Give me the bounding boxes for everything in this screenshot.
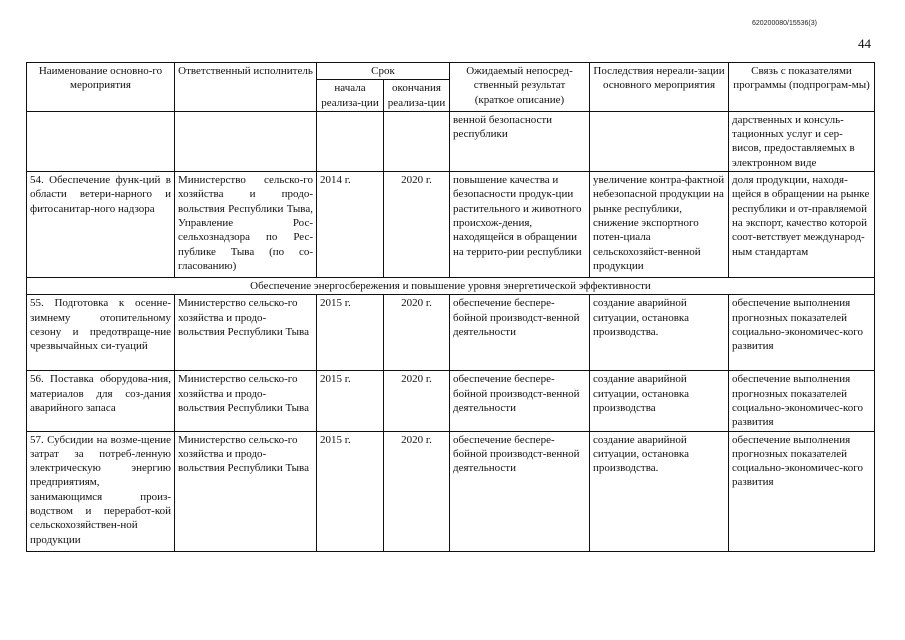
cell-start: 2015 г. [317, 295, 384, 371]
table-row-55 [27, 295, 875, 371]
cell-link: дарственных и консуль-тационных услуг и сер-висов, предоставляемых в электронном виде [729, 111, 875, 171]
section-row [27, 278, 875, 295]
page-number: 44 [858, 36, 871, 51]
cell-empty [384, 111, 450, 171]
cell-name: 56. Поставка оборудова-ния, материалов для соз-дания аварийного запаса [27, 371, 175, 431]
table-row-54 [27, 172, 875, 278]
header-row [27, 63, 875, 80]
cell-result: обеспечение беспере-бойной производст-венной деятельности [450, 371, 590, 431]
cell-start: 2014 г. [317, 172, 384, 278]
cell-executor: Министерство сельско-го хозяйства и продо-вольствия Республики Тыва [175, 371, 317, 431]
section-title: Обеспечение энергосбережения и повышение уровня энергетической эффективности [27, 278, 875, 295]
header-result: Ожидаемый непосред-ственный результат (краткое описание) [450, 63, 590, 112]
table-row-56 [27, 371, 875, 431]
cell-executor: Министерство сельско-го хозяйства и продо-вольствия Республики Тыва, Управление Рос-сельхознадзора по Рес-публике Тыва (по со-гласованию) [175, 172, 317, 278]
header-end: окончания реализа-ции [384, 80, 450, 112]
cell-result: обеспечение беспере-бойной производст-венной деятельности [450, 295, 590, 371]
header-start: начала реализа-ции [317, 80, 384, 112]
cell-name: 54. Обеспечение функ-ций в области ветери-нарного и фитосанитар-ного надзора [27, 172, 175, 278]
header-term: Срок [317, 63, 450, 80]
cell-end: 2020 г. [384, 295, 450, 371]
header-name: Наименование основно-го мероприятия [27, 63, 175, 112]
cell-empty [590, 111, 729, 171]
cell-executor: Министерство сельско-го хозяйства и продо-вольствия Республики Тыва [175, 295, 317, 371]
cell-link: обеспечение выполнения прогнозных показателей социально-экономичес-кого развития [729, 371, 875, 431]
measures-table [26, 62, 875, 552]
cell-result: повышение качества и безопасности продук-ции растительного и животного происхож-дения, находящейся в обращении на террито-рии республики [450, 172, 590, 278]
cell-start: 2015 г. [317, 371, 384, 431]
cell-executor: Министерство сельско-го хозяйства и продо-вольствия Республики Тыва [175, 431, 317, 551]
cell-result: обеспечение беспере-бойной производст-венной деятельности [450, 431, 590, 551]
table-row-57 [27, 431, 875, 551]
cell-name: 57. Субсидии на возме-щение затрат за потреб-ленную электрическую энергию предприятиям, занимающимся произ-водством и переработ-кой сельскохозяйствен-ной продукции [27, 431, 175, 551]
cell-start: 2015 г. [317, 431, 384, 551]
header-consequences: Последствия нереали-зации основного мероприятия [590, 63, 729, 112]
cell-end: 2020 г. [384, 172, 450, 278]
cell-end: 2020 г. [384, 371, 450, 431]
cell-link: обеспечение выполнения прогнозных показателей социально-экономичес-кого развития [729, 431, 875, 551]
cell-end: 2020 г. [384, 431, 450, 551]
cell-consequences: создание аварийной ситуации, остановка производства [590, 371, 729, 431]
table-row-continuation [27, 111, 875, 171]
cell-consequences: увеличение контра-фактной небезопасной продукции на рынке республики, снижение экспортного потен-циала сельскохозяйст-венной продукции [590, 172, 729, 278]
cell-empty [317, 111, 384, 171]
cell-name: 55. Подготовка к осенне-зимнему отопительному сезону и предотвраще-ние чрезвычайных си-туаций [27, 295, 175, 371]
cell-link: доля продукции, находя-щейся в обращении на рынке республики и от-правляемой на экспорт, качество которой соот-ветствует международ-ным стандартам [729, 172, 875, 278]
header-executor: Ответственный исполнитель [175, 63, 317, 112]
header-link: Связь с показателями программы (подпрограм-мы) [729, 63, 875, 112]
cell-consequences: создание аварийной ситуации, остановка производства. [590, 431, 729, 551]
cell-empty [175, 111, 317, 171]
cell-result: венной безопасности республики [450, 111, 590, 171]
cell-empty [27, 111, 175, 171]
document-number: 620200080/15536(3) [751, 20, 817, 27]
cell-consequences: создание аварийной ситуации, остановка производства. [590, 295, 729, 371]
cell-link: обеспечение выполнения прогнозных показателей социально-экономичес-кого развития [729, 295, 875, 371]
